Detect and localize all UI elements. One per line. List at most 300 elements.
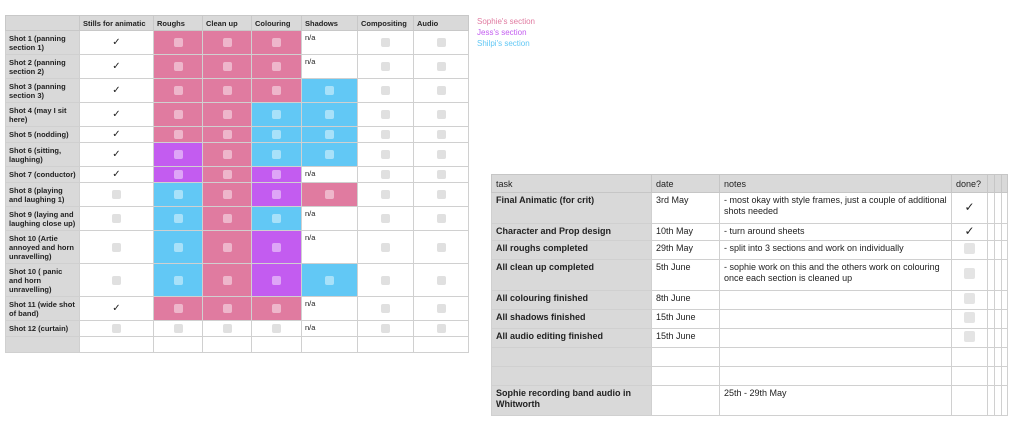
- task-notes: - split into 3 sections and work on individually: [720, 241, 952, 260]
- status-cell: [302, 231, 358, 264]
- checkbox[interactable]: [112, 276, 121, 285]
- checkbox[interactable]: [272, 243, 281, 252]
- checkbox[interactable]: [174, 130, 183, 139]
- na-label: n/a: [305, 323, 316, 332]
- table-row: [492, 260, 1008, 291]
- status-cell: [252, 143, 302, 167]
- checkmark-icon[interactable]: ✓: [112, 36, 121, 48]
- status-cell: [358, 127, 414, 143]
- status-cell: [154, 103, 203, 127]
- task-date: 3rd May: [652, 193, 720, 224]
- status-cell: [203, 55, 252, 79]
- status-cell: [302, 321, 358, 337]
- task-date: [652, 386, 720, 416]
- checkbox[interactable]: [112, 243, 121, 252]
- extra-cell: [1002, 310, 1008, 329]
- shot-name: Shot 1 (panning section 1): [6, 31, 80, 55]
- checkbox[interactable]: [325, 150, 334, 159]
- checkbox[interactable]: [112, 214, 121, 223]
- done-cell: [952, 310, 988, 329]
- status-cell: [302, 337, 358, 353]
- checkbox[interactable]: [437, 324, 446, 333]
- extra-cell: [1002, 193, 1008, 224]
- checkmark-icon[interactable]: ✓: [112, 60, 121, 72]
- status-cell: [252, 55, 302, 79]
- status-cell: [358, 264, 414, 297]
- checkbox[interactable]: [223, 276, 232, 285]
- shot-name: Shot 10 ( panic and horn unravelling): [6, 264, 80, 297]
- status-cell: [252, 167, 302, 183]
- checkbox[interactable]: [272, 170, 281, 179]
- checkbox[interactable]: [381, 86, 390, 95]
- extra-cell: [1002, 367, 1008, 386]
- column-header: Stills for animatic: [80, 16, 154, 31]
- extra-cell: [995, 260, 1002, 291]
- task-table-header-row: [492, 175, 1008, 193]
- checkbox[interactable]: [272, 190, 281, 199]
- checkbox[interactable]: [381, 62, 390, 71]
- status-cell: [154, 79, 203, 103]
- extra-cell: [995, 310, 1002, 329]
- checkbox[interactable]: [381, 214, 390, 223]
- status-cell: [358, 31, 414, 55]
- status-cell: [203, 167, 252, 183]
- table-row: [6, 31, 469, 55]
- task-date: 15th June: [652, 329, 720, 348]
- task-name: All audio editing finished: [492, 329, 652, 348]
- checkbox[interactable]: [437, 304, 446, 313]
- status-cell: [358, 297, 414, 321]
- extra-cell: [1002, 224, 1008, 241]
- checkbox[interactable]: [223, 190, 232, 199]
- status-cell: [414, 337, 469, 353]
- done-cell: [952, 224, 988, 241]
- checkmark-icon[interactable]: ✓: [964, 200, 975, 214]
- extra-cell: [988, 260, 995, 291]
- checkbox[interactable]: [223, 38, 232, 47]
- checkbox[interactable]: [381, 150, 390, 159]
- status-cell: [302, 264, 358, 297]
- extra-column-header: [988, 175, 995, 193]
- section-legend: [477, 16, 535, 49]
- done-cell: [952, 367, 988, 386]
- checkbox[interactable]: [223, 214, 232, 223]
- table-row: [6, 207, 469, 231]
- status-cell: [302, 79, 358, 103]
- status-cell: [154, 297, 203, 321]
- checkbox[interactable]: [174, 214, 183, 223]
- task-notes: [720, 329, 952, 348]
- extra-cell: [995, 348, 1002, 367]
- status-cell: [358, 337, 414, 353]
- na-label: n/a: [305, 33, 316, 42]
- extra-cell: [1002, 348, 1008, 367]
- status-cell: [80, 337, 154, 353]
- extra-cell: [1002, 291, 1008, 310]
- na-label: n/a: [305, 233, 316, 242]
- checkbox[interactable]: [272, 86, 281, 95]
- status-cell: [80, 143, 154, 167]
- status-cell: [203, 127, 252, 143]
- extra-cell: [1002, 260, 1008, 291]
- shot-name: Shot 5 (nodding): [6, 127, 80, 143]
- checkbox[interactable]: [223, 243, 232, 252]
- checkmark-icon[interactable]: ✓: [112, 168, 121, 180]
- checkbox[interactable]: [325, 276, 334, 285]
- checkbox[interactable]: [437, 170, 446, 179]
- extra-cell: [995, 224, 1002, 241]
- shot-name: Shot 10 (Artie annoyed and horn unravelling): [6, 231, 80, 264]
- status-cell: [414, 127, 469, 143]
- checkbox[interactable]: [174, 276, 183, 285]
- status-cell: [252, 231, 302, 264]
- table-row: [6, 183, 469, 207]
- task-notes: [720, 310, 952, 329]
- status-cell: [80, 79, 154, 103]
- table-row: [492, 367, 1008, 386]
- status-cell: [80, 55, 154, 79]
- extra-cell: [988, 241, 995, 260]
- checkbox[interactable]: [272, 38, 281, 47]
- checkbox[interactable]: [964, 331, 975, 342]
- checkbox[interactable]: [381, 110, 390, 119]
- extra-cell: [988, 348, 995, 367]
- status-cell: [414, 79, 469, 103]
- checkbox[interactable]: [174, 110, 183, 119]
- extra-cell: [995, 367, 1002, 386]
- checkbox[interactable]: [437, 214, 446, 223]
- task-date: 15th June: [652, 310, 720, 329]
- checkbox[interactable]: [174, 86, 183, 95]
- task-date: 29th May: [652, 241, 720, 260]
- task-date: 10th May: [652, 224, 720, 241]
- shot-progress-table: [5, 15, 469, 353]
- table-row: [492, 291, 1008, 310]
- column-header: Clean up: [203, 16, 252, 31]
- table-row: [6, 321, 469, 337]
- checkbox[interactable]: [112, 190, 121, 199]
- status-cell: [154, 231, 203, 264]
- status-cell: [302, 103, 358, 127]
- checkbox[interactable]: [223, 170, 232, 179]
- table-row: [492, 241, 1008, 260]
- status-cell: [414, 55, 469, 79]
- status-cell: [154, 55, 203, 79]
- task-date: 5th June: [652, 260, 720, 291]
- table-row: [492, 348, 1008, 367]
- shot-name: Shot 11 (wide shot of band): [6, 297, 80, 321]
- checkmark-icon[interactable]: ✓: [112, 302, 121, 314]
- status-cell: [414, 103, 469, 127]
- status-cell: [203, 79, 252, 103]
- status-cell: [252, 127, 302, 143]
- task-name: All roughs completed: [492, 241, 652, 260]
- extra-cell: [995, 291, 1002, 310]
- checkbox[interactable]: [174, 243, 183, 252]
- shot-name: Shot 4 (may I sit here): [6, 103, 80, 127]
- checkbox[interactable]: [381, 243, 390, 252]
- status-cell: [252, 264, 302, 297]
- checkbox[interactable]: [174, 150, 183, 159]
- checkbox[interactable]: [437, 276, 446, 285]
- checkbox[interactable]: [272, 62, 281, 71]
- checkmark-icon[interactable]: ✓: [112, 128, 121, 140]
- status-cell: [302, 55, 358, 79]
- checkmark-icon[interactable]: ✓: [964, 224, 975, 238]
- done-cell: [952, 329, 988, 348]
- na-label: n/a: [305, 169, 316, 178]
- status-cell: [154, 207, 203, 231]
- checkbox[interactable]: [964, 293, 975, 304]
- table-row: [6, 55, 469, 79]
- na-label: n/a: [305, 299, 316, 308]
- task-name: Sophie recording band audio in Whitworth: [492, 386, 652, 416]
- status-cell: [358, 143, 414, 167]
- extra-cell: [988, 224, 995, 241]
- column-header: Compositing: [358, 16, 414, 31]
- task-notes: 25th - 29th May: [720, 386, 952, 416]
- checkmark-icon[interactable]: ✓: [112, 84, 121, 96]
- checkbox[interactable]: [223, 62, 232, 71]
- status-cell: [80, 183, 154, 207]
- checkbox[interactable]: [381, 276, 390, 285]
- task-date: [652, 348, 720, 367]
- table-row: [6, 167, 469, 183]
- status-cell: [252, 297, 302, 321]
- legend-item: Shilpi's section: [477, 39, 530, 48]
- task-column-header: notes: [720, 175, 952, 193]
- status-cell: [203, 321, 252, 337]
- status-cell: [414, 167, 469, 183]
- checkbox[interactable]: [223, 304, 232, 313]
- task-date: [652, 367, 720, 386]
- task-name: All shadows finished: [492, 310, 652, 329]
- checkbox[interactable]: [174, 170, 183, 179]
- status-cell: [203, 264, 252, 297]
- status-cell: [302, 143, 358, 167]
- done-cell: [952, 260, 988, 291]
- extra-cell: [988, 329, 995, 348]
- status-cell: [203, 31, 252, 55]
- column-header: Shadows: [302, 16, 358, 31]
- done-cell: [952, 348, 988, 367]
- extra-cell: [995, 241, 1002, 260]
- task-column-header: task: [492, 175, 652, 193]
- checkbox[interactable]: [223, 324, 232, 333]
- checkbox[interactable]: [223, 110, 232, 119]
- table-row: [6, 264, 469, 297]
- status-cell: [80, 207, 154, 231]
- status-cell: [414, 183, 469, 207]
- checkbox[interactable]: [381, 190, 390, 199]
- task-date: 8th June: [652, 291, 720, 310]
- task-name: All clean up completed: [492, 260, 652, 291]
- checkbox[interactable]: [112, 324, 121, 333]
- status-cell: [414, 231, 469, 264]
- status-cell: [414, 264, 469, 297]
- extra-column-header: [1002, 175, 1008, 193]
- table-row: [492, 329, 1008, 348]
- shot-header-blank: [6, 16, 80, 31]
- checkbox[interactable]: [381, 38, 390, 47]
- checkbox[interactable]: [437, 150, 446, 159]
- checkbox[interactable]: [174, 38, 183, 47]
- status-cell: [302, 297, 358, 321]
- status-cell: [203, 231, 252, 264]
- extra-cell: [1002, 329, 1008, 348]
- extra-cell: [1002, 386, 1008, 416]
- task-notes: - sophie work on this and the others work on colouring once each section is cleaned up: [720, 260, 952, 291]
- checkbox[interactable]: [272, 214, 281, 223]
- checkbox[interactable]: [174, 62, 183, 71]
- checkbox[interactable]: [964, 243, 975, 254]
- column-header: Roughs: [154, 16, 203, 31]
- status-cell: [154, 143, 203, 167]
- task-name: Final Animatic (for crit): [492, 193, 652, 224]
- task-notes: [720, 367, 952, 386]
- status-cell: [203, 143, 252, 167]
- checkbox[interactable]: [437, 243, 446, 252]
- status-cell: [154, 337, 203, 353]
- done-cell: [952, 193, 988, 224]
- checkbox[interactable]: [272, 276, 281, 285]
- status-cell: [203, 337, 252, 353]
- status-cell: [203, 183, 252, 207]
- legend-item: Jess's section: [477, 28, 527, 37]
- shot-name: Shot 7 (conductor): [6, 167, 80, 183]
- checkbox[interactable]: [325, 86, 334, 95]
- task-notes: [720, 291, 952, 310]
- extra-cell: [988, 310, 995, 329]
- checkbox[interactable]: [325, 110, 334, 119]
- shot-name: Shot 3 (panning section 3): [6, 79, 80, 103]
- checkbox[interactable]: [964, 268, 975, 279]
- checkbox[interactable]: [223, 86, 232, 95]
- checkmark-icon[interactable]: ✓: [112, 108, 121, 120]
- done-cell: [952, 291, 988, 310]
- checkbox[interactable]: [223, 150, 232, 159]
- table-row: [492, 193, 1008, 224]
- status-cell: [358, 103, 414, 127]
- checkbox[interactable]: [381, 130, 390, 139]
- checkbox[interactable]: [174, 304, 183, 313]
- status-cell: [154, 31, 203, 55]
- table-row: [6, 143, 469, 167]
- table-row: [492, 386, 1008, 416]
- checkbox[interactable]: [437, 38, 446, 47]
- table-row: [6, 79, 469, 103]
- checkbox[interactable]: [437, 62, 446, 71]
- status-cell: [80, 231, 154, 264]
- status-cell: [302, 167, 358, 183]
- task-notes: [720, 348, 952, 367]
- checkbox[interactable]: [437, 86, 446, 95]
- checkbox[interactable]: [325, 130, 334, 139]
- shot-name: Shot 12 (curtain): [6, 321, 80, 337]
- extra-column-header: [995, 175, 1002, 193]
- checkbox[interactable]: [174, 190, 183, 199]
- status-cell: [154, 167, 203, 183]
- table-row: [492, 310, 1008, 329]
- status-cell: [252, 79, 302, 103]
- status-cell: [80, 103, 154, 127]
- checkbox[interactable]: [437, 110, 446, 119]
- checkbox[interactable]: [272, 324, 281, 333]
- extra-cell: [988, 193, 995, 224]
- done-cell: [952, 241, 988, 260]
- checkbox[interactable]: [223, 130, 232, 139]
- checkbox[interactable]: [437, 190, 446, 199]
- checkbox[interactable]: [272, 304, 281, 313]
- checkbox[interactable]: [964, 312, 975, 323]
- extra-cell: [995, 329, 1002, 348]
- status-cell: [302, 31, 358, 55]
- status-cell: [302, 127, 358, 143]
- table-row: [6, 337, 469, 353]
- task-column-header: date: [652, 175, 720, 193]
- status-cell: [252, 31, 302, 55]
- checkbox[interactable]: [381, 170, 390, 179]
- table-row: [6, 127, 469, 143]
- extra-cell: [988, 367, 995, 386]
- status-cell: [252, 207, 302, 231]
- shot-table-header-row: [6, 16, 469, 31]
- shot-name: Shot 8 (playing and laughing 1): [6, 183, 80, 207]
- status-cell: [154, 183, 203, 207]
- status-cell: [252, 103, 302, 127]
- checkbox[interactable]: [272, 150, 281, 159]
- status-cell: [358, 321, 414, 337]
- task-name: [492, 348, 652, 367]
- status-cell: [80, 127, 154, 143]
- status-cell: [203, 297, 252, 321]
- na-label: n/a: [305, 209, 316, 218]
- shot-name: Shot 9 (laying and laughing close up): [6, 207, 80, 231]
- status-cell: [80, 31, 154, 55]
- checkbox[interactable]: [174, 324, 183, 333]
- status-cell: [80, 167, 154, 183]
- task-name: [492, 367, 652, 386]
- checkbox[interactable]: [272, 130, 281, 139]
- checkbox[interactable]: [325, 190, 334, 199]
- na-label: n/a: [305, 57, 316, 66]
- task-column-header: done?: [952, 175, 988, 193]
- extra-cell: [995, 386, 1002, 416]
- checkmark-icon[interactable]: ✓: [112, 148, 121, 160]
- shot-name: Shot 2 (panning section 2): [6, 55, 80, 79]
- status-cell: [358, 79, 414, 103]
- status-cell: [358, 167, 414, 183]
- status-cell: [414, 207, 469, 231]
- status-cell: [203, 207, 252, 231]
- shot-name: Shot 6 (sitting, laughing): [6, 143, 80, 167]
- task-notes: - turn around sheets: [720, 224, 952, 241]
- table-row: [6, 231, 469, 264]
- status-cell: [358, 207, 414, 231]
- checkbox[interactable]: [272, 110, 281, 119]
- status-cell: [414, 31, 469, 55]
- extra-cell: [988, 386, 995, 416]
- checkbox[interactable]: [381, 304, 390, 313]
- status-cell: [154, 127, 203, 143]
- task-schedule-table: [491, 174, 1008, 416]
- status-cell: [358, 231, 414, 264]
- status-cell: [80, 297, 154, 321]
- checkbox[interactable]: [381, 324, 390, 333]
- checkbox[interactable]: [437, 130, 446, 139]
- task-name: All colouring finished: [492, 291, 652, 310]
- extra-cell: [1002, 241, 1008, 260]
